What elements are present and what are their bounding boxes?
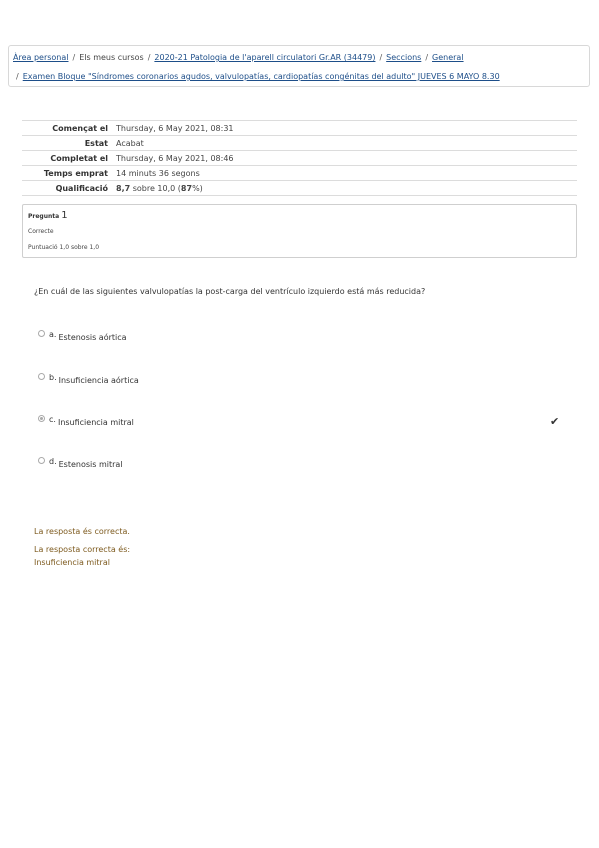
summary-label: Començat el — [52, 123, 108, 133]
attempt-summary-table — [22, 120, 577, 196]
breadcrumb-course-link[interactable]: 2020-21 Patologia de l'aparell circulatori Gr.AR (34479) — [154, 53, 376, 62]
breadcrumb-quiz-link[interactable]: Examen Bloque "Síndromes coronarios agudos, valvulopatías, cardiopatías congénitas del adulto" JUEVES 6 MAYO 8.30 — [22, 72, 500, 81]
answer-option-c[interactable] — [38, 415, 134, 427]
breadcrumb-home-link[interactable]: Àrea personal — [13, 53, 69, 62]
feedback-correct-label: La resposta correcta és: — [34, 545, 131, 554]
answer-option-b[interactable] — [38, 373, 139, 385]
option-letter: a. — [49, 330, 57, 339]
summary-value: Thursday, 6 May 2021, 08:31 — [116, 123, 234, 133]
grade-percent: 87 — [180, 183, 193, 193]
breadcrumb-separator: / — [72, 53, 76, 62]
breadcrumb-separator: / — [425, 53, 429, 62]
breadcrumb-separator: / — [16, 72, 19, 81]
breadcrumb-line-1 — [13, 52, 464, 63]
breadcrumb — [8, 45, 590, 87]
radio-button[interactable] — [38, 330, 45, 337]
grade-suffix: %) — [192, 183, 203, 193]
summary-row-completed — [22, 151, 577, 166]
summary-value: 14 minuts 36 segons — [116, 168, 200, 178]
option-text: Insuficiencia mitral — [57, 418, 134, 427]
question-state: Correcte — [28, 228, 54, 235]
summary-grade-value — [116, 181, 577, 196]
feedback-correct-answer: Insuficiencia mitral — [34, 558, 110, 567]
summary-label: Qualificació — [55, 183, 108, 193]
summary-label: Estat — [84, 138, 108, 148]
breadcrumb-separator: / — [147, 53, 151, 62]
grade-out-of: sobre 10,0 ( — [130, 183, 181, 193]
breadcrumb-line-2 — [16, 71, 500, 82]
question-info-box — [22, 204, 577, 258]
breadcrumb-my-courses: Els meus cursos — [79, 53, 144, 62]
radio-button[interactable] — [38, 457, 45, 464]
summary-value: Acabat — [116, 138, 144, 148]
radio-button-selected[interactable] — [38, 415, 45, 422]
checkmark-icon: ✔ — [550, 415, 560, 428]
option-letter: b. — [49, 373, 57, 382]
question-label: Pregunta — [28, 213, 60, 220]
breadcrumb-separator: / — [379, 53, 383, 62]
option-text: Estenosis aórtica — [58, 333, 127, 342]
summary-row-started — [22, 121, 577, 136]
answer-option-a[interactable] — [38, 330, 127, 342]
summary-row-grade — [22, 181, 577, 196]
option-text: Estenosis mitral — [58, 460, 123, 469]
breadcrumb-sections-link[interactable]: Seccions — [386, 53, 422, 62]
option-letter: c. — [49, 415, 56, 424]
summary-label: Temps emprat — [43, 168, 108, 178]
summary-label: Completat el — [50, 153, 108, 163]
answer-option-d[interactable] — [38, 457, 123, 469]
radio-button[interactable] — [38, 373, 45, 380]
question-grade: Puntuació 1,0 sobre 1,0 — [28, 244, 100, 251]
option-letter: d. — [49, 457, 57, 466]
question-text: ¿En cuál de las siguientes valvulopatías la post-carga del ventrículo izquierdo está más reducida? — [34, 287, 426, 296]
summary-row-state — [22, 136, 577, 151]
breadcrumb-general-link[interactable]: General — [432, 53, 464, 62]
option-text: Insuficiencia aórtica — [58, 376, 139, 385]
grade-score: 8,7 — [116, 183, 131, 193]
question-number-value: 1 — [61, 210, 68, 221]
summary-row-time-taken — [22, 166, 577, 181]
summary-value: Thursday, 6 May 2021, 08:46 — [116, 153, 234, 163]
question-number — [28, 210, 68, 221]
feedback-result: La resposta és correcta. — [34, 527, 130, 536]
